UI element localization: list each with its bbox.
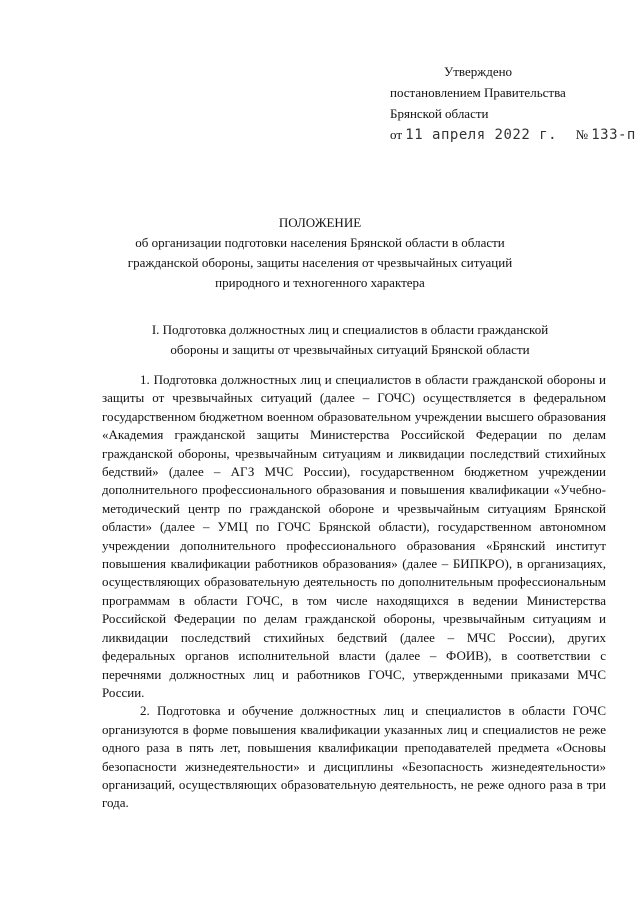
approval-date-line [390, 124, 635, 146]
paragraph-2: 2. Подготовка и обучение должностных лиц и специалистов в области ГОЧС организуются в форме повышения квалификации указанных лиц и специалистов не реже одного раза в пять лет, повышения квалификации преподавателей предмета «Основы безопасности жизнедеятельности» и дисциплины «Безопасность жизнедеятельности» организаций, осуществляющих образовательную деятельность, не реже одного раза в три года. [102, 703, 606, 811]
document-subtitle-line-2: гражданской обороны, защиты населения от чрезвычайных ситуаций [127, 255, 513, 270]
section-heading-line-1: I. Подготовка должностных лиц и специалистов в области гражданской [151, 322, 549, 337]
number-prefix: № [575, 127, 588, 142]
document-body [102, 371, 606, 813]
approval-region: Брянской области [390, 106, 489, 121]
section-heading [100, 320, 600, 360]
approval-authority: постановлением Правительства [390, 85, 566, 100]
approval-number: 133-п [591, 127, 636, 143]
document-subtitle-line-3: природного и техногенного характера [215, 275, 425, 290]
document-title-block [100, 213, 540, 293]
approval-block [390, 61, 635, 146]
approval-date: 11 апреля 2022 г. [405, 127, 558, 143]
paragraph-1: 1. Подготовка должностных лиц и специалистов в области гражданской обороны и защиты от чрезвычайных ситуаций (далее – ГОЧС) осуществляется в федеральном государственном бюджетном военном образовательном учреждении высшего образования «Академия гражданской защиты Министерства Российской Федерации по делам гражданской обороны, чрезвычайным ситуациям и ликвидации последствий стихийных бедствий» (далее – АГЗ МЧС России), государственном бюджетном учреждении дополнительного профессионального образования и повышения квалификации «Учебно-методический центр по гражданской обороне и чрезвычайным ситуациям Брянской области» (далее – УМЦ по ГОЧС Брянской области), государственном автономном учреждении дополнительного профессионального образования «Брянский институт повышения квалификации работников образования» (далее – БИПКРО), в организациях, осуществляющих образовательную деятельность по дополнительным профессиональным программам в области ГОЧС, в том числе находящихся в ведении Министерства Российской Федерации по делам гражданской обороны, чрезвычайным ситуациям и ликвидации последствий стихийных бедствий (далее – МЧС России), других федеральных органов исполнительной власти (далее – ФОИВ), в соответствии с перечнями должностных лиц и работников ГОЧС, утвержденными приказами МЧС России. [102, 372, 606, 700]
document-subtitle-line-1: об организации подготовки населения Брянской области в области [135, 235, 505, 250]
section-heading-line-2: обороны и защиты от чрезвычайных ситуаций Брянской области [170, 342, 530, 357]
approval-title: Утверждено [444, 64, 513, 79]
document-heading: ПОЛОЖЕНИЕ [278, 215, 362, 230]
date-prefix: от [390, 127, 403, 142]
